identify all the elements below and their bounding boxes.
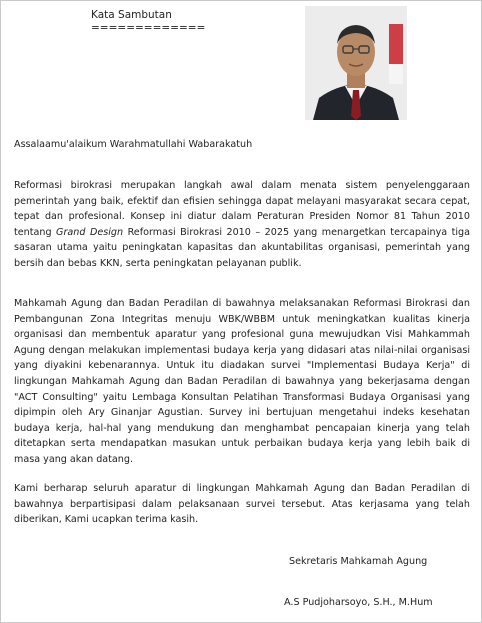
paragraph-1-italic: Grand Design (56, 226, 124, 238)
heading (91, 9, 205, 35)
paragraph-1 (14, 178, 470, 272)
greeting: Assalaamu'alaikum Warahmatullahi Wabarakatuh (14, 139, 253, 150)
signer-name: A.S Pudjoharsoyo, S.H., M.Hum (284, 597, 433, 608)
signoff-title: Sekretaris Mahkamah Agung (289, 556, 428, 567)
heading-title: Kata Sambutan (91, 9, 172, 21)
paragraph-1-part-1: Reformasi birokrasi merupakan langkah awal dalam menata sistem penyelenggaraan pemerintah yang baik, efektif dan efisien sehingga dapat melayani masyarakat secara cepat, tepat dan profesional. Konsep ini diatur dalam Peraturan Presiden Nomor 81 Tahun 2010 tentang (14, 180, 470, 238)
portrait-icon (305, 6, 407, 120)
portrait-photo (305, 6, 407, 120)
paragraph-3: Kami berharap seluruh aparatur di lingkungan Mahkamah Agung dan Badan Peradilan di bawahnya berpartisipasi dalam pelaksanaan survei tersebut. Atas kerjasama yang telah diberikan, Kami ucapkan terima kasih. (14, 483, 470, 526)
paragraph-1-part-2: Reformasi Birokrasi 2010 – 2025 yang menargetkan tercapainya tiga sasaran utama yaitu peningkatan kapasitas dan akuntabilitas organisasi, pemerintah yang bersih dan bebas KKN, serta peningkatan pelayanan publik. (14, 226, 471, 269)
heading-underline: ============= (91, 22, 206, 34)
paragraph-2: Mahkamah Agung dan Badan Peradilan di bawahnya melaksanakan Reformasi Birokrasi dan Pembangunan Zona Integritas menuju WBK/WBBM untuk meningkatkan kualitas kinerja organisasi dan membentuk aparatur yang profesional guna mewujudkan Visi Mahkammah Agung dengan melakukan implementasi budaya kerja yang didasari atas nilai-nilai organisasi yang diyakini kebenarannya. Untuk itu diadakan survei "Implementasi Budaya Kerja" di lingkungan Mahkamah Agung dan Badan Peradilan di bawahnya yang bekerjasama dengan "ACT Consulting" yaitu Lembaga Konsultan Pelatihan Transformasi Budaya Organisasi yang dipimpin oleh Ary Ginanjar Agustian. Survey ini bertujuan mengetahui indeks kesehatan budaya kerja, hal-hal yang mendukung dan menghambat pencapaian kinerja yang telah ditetapkan serta mendapatkan masukan untuk perbaikan budaya kerja yang lebih baik di masa yang akan datang. (14, 298, 470, 465)
